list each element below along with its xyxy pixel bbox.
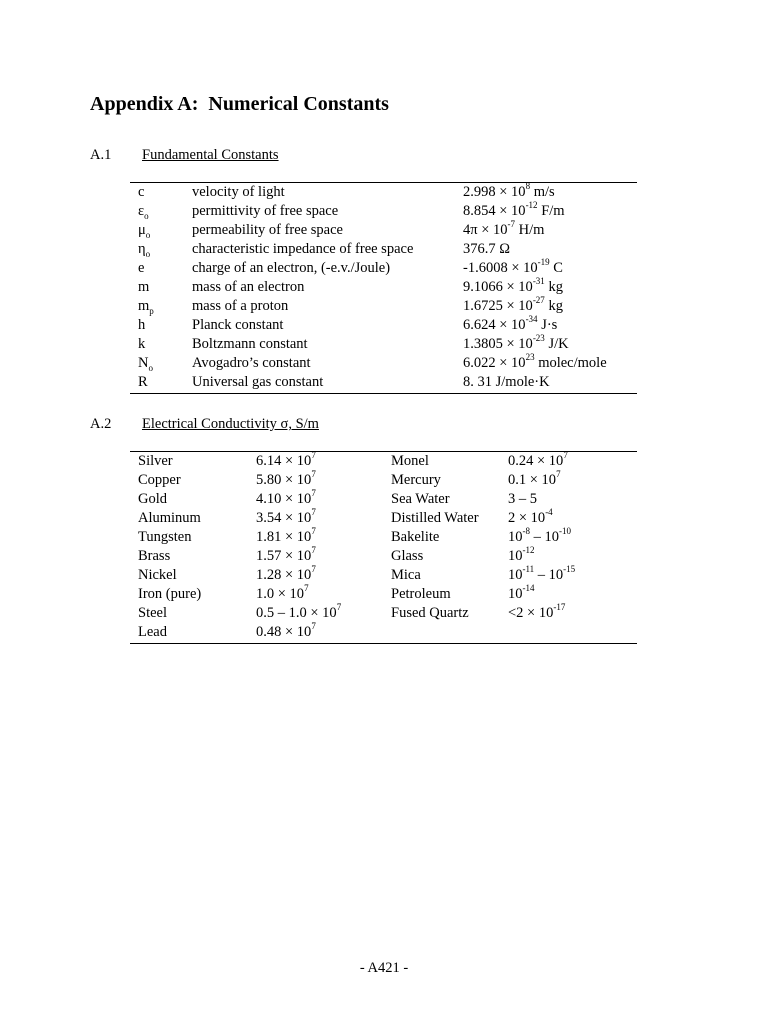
value-cell [463, 373, 550, 392]
description: permeability of free space [192, 222, 343, 238]
fundamental-constants-table [130, 182, 637, 394]
value-mantissa: 1.81 × 10 [256, 529, 312, 545]
value-exponent: -12 [522, 545, 535, 556]
material-name: Monel [391, 453, 429, 469]
material-name: Brass [138, 548, 171, 564]
conductivity-value [256, 490, 316, 509]
value-cell [463, 183, 555, 202]
symbol-cell [138, 316, 145, 335]
value-cell [463, 259, 563, 278]
value-mantissa: 1.3805 × 10 [463, 336, 533, 352]
value-mantissa: 0.24 × 10 [508, 453, 564, 469]
value-mantissa: <2 × 10 [508, 605, 554, 621]
value-exponent: -27 [532, 295, 545, 306]
conductivity-value [508, 528, 571, 547]
symbol-cell [138, 183, 144, 202]
page-number: - A421 - [359, 960, 409, 976]
value-mantissa: 8. 31 J/mole·K [463, 374, 550, 390]
value-exponent: 7 [311, 469, 316, 480]
value-exponent: -34 [525, 314, 538, 325]
value-mantissa: 1.28 × 10 [256, 567, 312, 583]
material-name: Gold [138, 491, 167, 507]
conductivity-value [256, 471, 316, 490]
value-exponent: 7 [311, 621, 316, 632]
symbol: c [138, 184, 145, 200]
conductivity-value [256, 547, 316, 566]
conductivity-value [508, 585, 535, 604]
material-name: Distilled Water [391, 510, 479, 526]
table-row [130, 259, 637, 278]
description: velocity of light [192, 184, 285, 200]
section-title: Electrical Conductivity σ, S/m [142, 416, 319, 432]
value-mantissa: 1.6725 × 10 [463, 298, 533, 314]
conductivity-value [256, 604, 341, 623]
value-exponent: 7 [336, 602, 342, 613]
material-name: Petroleum [391, 586, 451, 602]
value-unit: kg [544, 298, 563, 314]
value-unit: kg [544, 279, 563, 295]
value-cell [463, 240, 510, 259]
value-unit: J·s [537, 317, 558, 333]
value-exponent: -14 [522, 583, 535, 594]
value-mantissa: 0.5 – 1.0 × 10 [256, 605, 337, 621]
description: Avogadro’s constant [192, 355, 311, 371]
value-mantissa: 10 [508, 586, 523, 602]
page-title: Appendix A: Numerical Constants [90, 93, 389, 115]
table-row [130, 604, 637, 623]
description: permittivity of free space [192, 203, 339, 219]
material-name: Glass [391, 548, 424, 564]
description: mass of a proton [192, 298, 289, 314]
value-exponent: 7 [304, 583, 309, 594]
value-exponent: 23 [525, 352, 535, 363]
value-mantissa: 9.1066 × 10 [463, 279, 533, 295]
table-row [130, 221, 637, 240]
value-mantissa: 6.624 × 10 [463, 317, 526, 333]
material-name: Fused Quartz [391, 605, 469, 621]
symbol: m [138, 298, 150, 314]
value-mantissa: 1.57 × 10 [256, 548, 312, 564]
symbol: h [138, 317, 146, 333]
table-row [130, 297, 637, 316]
value-cell [463, 335, 569, 354]
table-row [130, 278, 637, 297]
description: characteristic impedance of free space [192, 241, 414, 257]
value-mantissa: -1.6008 × 10 [463, 260, 538, 276]
value-exponent: -10 [559, 526, 571, 537]
value-mantissa: 3.54 × 10 [256, 510, 312, 526]
conductivity-table [130, 451, 637, 644]
value-exponent: -4 [545, 507, 553, 518]
material-name: Mercury [391, 472, 441, 488]
table-row [130, 240, 637, 259]
symbol: ε [138, 203, 145, 219]
table-row [130, 528, 637, 547]
value-mantissa: 0.1 × 10 [508, 472, 557, 488]
value-exponent: 8 [525, 181, 531, 192]
description: Planck constant [192, 317, 284, 333]
value-cell [463, 354, 607, 373]
table-row [130, 490, 637, 509]
value-unit: J/K [544, 336, 569, 352]
value-exponent: -15 [563, 564, 576, 575]
symbol-cell [138, 278, 149, 297]
material-name: Copper [138, 472, 181, 488]
description: charge of an electron, (-e.v./Joule) [192, 260, 391, 276]
table-row [130, 471, 637, 490]
value-exponent: -7 [507, 219, 515, 230]
material-name: Aluminum [138, 510, 201, 526]
description: Boltzmann constant [192, 336, 308, 352]
value-range-upper: – 10 [530, 529, 559, 545]
value-exponent: 7 [563, 450, 568, 461]
table-row [130, 547, 637, 566]
symbol: N [138, 355, 149, 371]
material-name: Iron (pure) [138, 586, 202, 602]
value-mantissa: 10 [508, 548, 523, 564]
symbol-subscript: o [144, 210, 149, 221]
value-exponent: 7 [311, 545, 316, 556]
description: mass of an electron [192, 279, 305, 295]
value-exponent: -31 [532, 276, 545, 287]
symbol-cell [138, 240, 150, 259]
value-mantissa: 6.14 × 10 [256, 453, 312, 469]
value-unit: molec/mole [534, 355, 607, 371]
material-name: Mica [391, 567, 421, 583]
value-cell [463, 297, 563, 316]
section-title: Fundamental Constants [142, 147, 279, 163]
material-name: Tungsten [138, 529, 192, 545]
material-name: Bakelite [391, 529, 440, 545]
value-exponent: -12 [525, 200, 538, 211]
symbol: R [138, 374, 148, 390]
table-row [130, 373, 637, 392]
value-unit: H/m [515, 222, 545, 238]
symbol-cell [138, 335, 145, 354]
value-exponent: -19 [537, 257, 550, 268]
value-exponent: 7 [311, 526, 316, 537]
value-mantissa: 376.7 Ω [463, 241, 511, 257]
value-mantissa: 4.10 × 10 [256, 491, 312, 507]
material-name: Silver [138, 453, 173, 469]
value-mantissa: 2 × 10 [508, 510, 546, 526]
symbol-cell [138, 202, 149, 221]
symbol: η [138, 241, 146, 257]
conductivity-value [508, 604, 565, 623]
value-exponent: 7 [311, 507, 316, 518]
conductivity-value [256, 528, 316, 547]
value-exponent: -8 [522, 526, 530, 537]
symbol-cell [138, 259, 144, 278]
conductivity-value [508, 566, 575, 585]
value-mantissa: 3 – 5 [508, 491, 537, 507]
value-exponent: -23 [532, 333, 545, 344]
conductivity-value [256, 623, 316, 642]
value-mantissa: 2.998 × 10 [463, 184, 526, 200]
material-name: Steel [138, 605, 167, 621]
value-mantissa: 10 [508, 529, 523, 545]
table-row [130, 623, 637, 642]
value-unit: m/s [530, 184, 555, 200]
material-name: Nickel [138, 567, 177, 583]
value-mantissa: 6.022 × 10 [463, 355, 526, 371]
symbol-cell [138, 297, 154, 316]
symbol: m [138, 279, 150, 295]
value-unit: C [549, 260, 563, 276]
table-row [130, 316, 637, 335]
conductivity-value [256, 509, 316, 528]
symbol: e [138, 260, 145, 276]
value-mantissa: 10 [508, 567, 523, 583]
table-row [130, 354, 637, 373]
conductivity-value [508, 509, 553, 528]
material-name: Sea Water [391, 491, 450, 507]
symbol-cell [138, 354, 153, 373]
value-exponent: 7 [311, 450, 316, 461]
symbol-subscript: o [145, 248, 151, 259]
value-exponent: 7 [311, 488, 316, 499]
value-exponent: -11 [522, 564, 535, 575]
symbol-subscript: p [149, 305, 154, 316]
value-mantissa: 8.854 × 10 [463, 203, 526, 219]
conductivity-value [508, 490, 537, 509]
conductivity-value [508, 471, 561, 490]
value-unit: F/m [537, 203, 565, 219]
section-number: A.1 [90, 147, 112, 163]
value-mantissa: 5.80 × 10 [256, 472, 312, 488]
table-row [130, 335, 637, 354]
symbol: μ [138, 222, 146, 238]
value-cell [463, 278, 563, 297]
material-name: Lead [138, 624, 167, 640]
symbol: k [138, 336, 146, 352]
table-row [130, 183, 637, 202]
value-range-upper: – 10 [534, 567, 564, 583]
description: Universal gas constant [192, 374, 324, 390]
value-exponent: 7 [556, 469, 561, 480]
symbol-subscript: o [148, 362, 153, 373]
value-mantissa: 1.0 × 10 [256, 586, 305, 602]
table-row [130, 566, 637, 585]
conductivity-value [256, 452, 316, 471]
section-number: A.2 [90, 416, 112, 432]
symbol-subscript: o [145, 229, 151, 240]
symbol-cell [138, 221, 150, 240]
symbol-cell [138, 373, 148, 392]
value-exponent: -17 [553, 602, 566, 613]
value-exponent: 7 [311, 564, 316, 575]
value-mantissa: 4π × 10 [463, 222, 508, 238]
conductivity-value [256, 585, 309, 604]
value-cell [463, 221, 544, 240]
value-mantissa: 0.48 × 10 [256, 624, 312, 640]
table-row [130, 202, 637, 221]
